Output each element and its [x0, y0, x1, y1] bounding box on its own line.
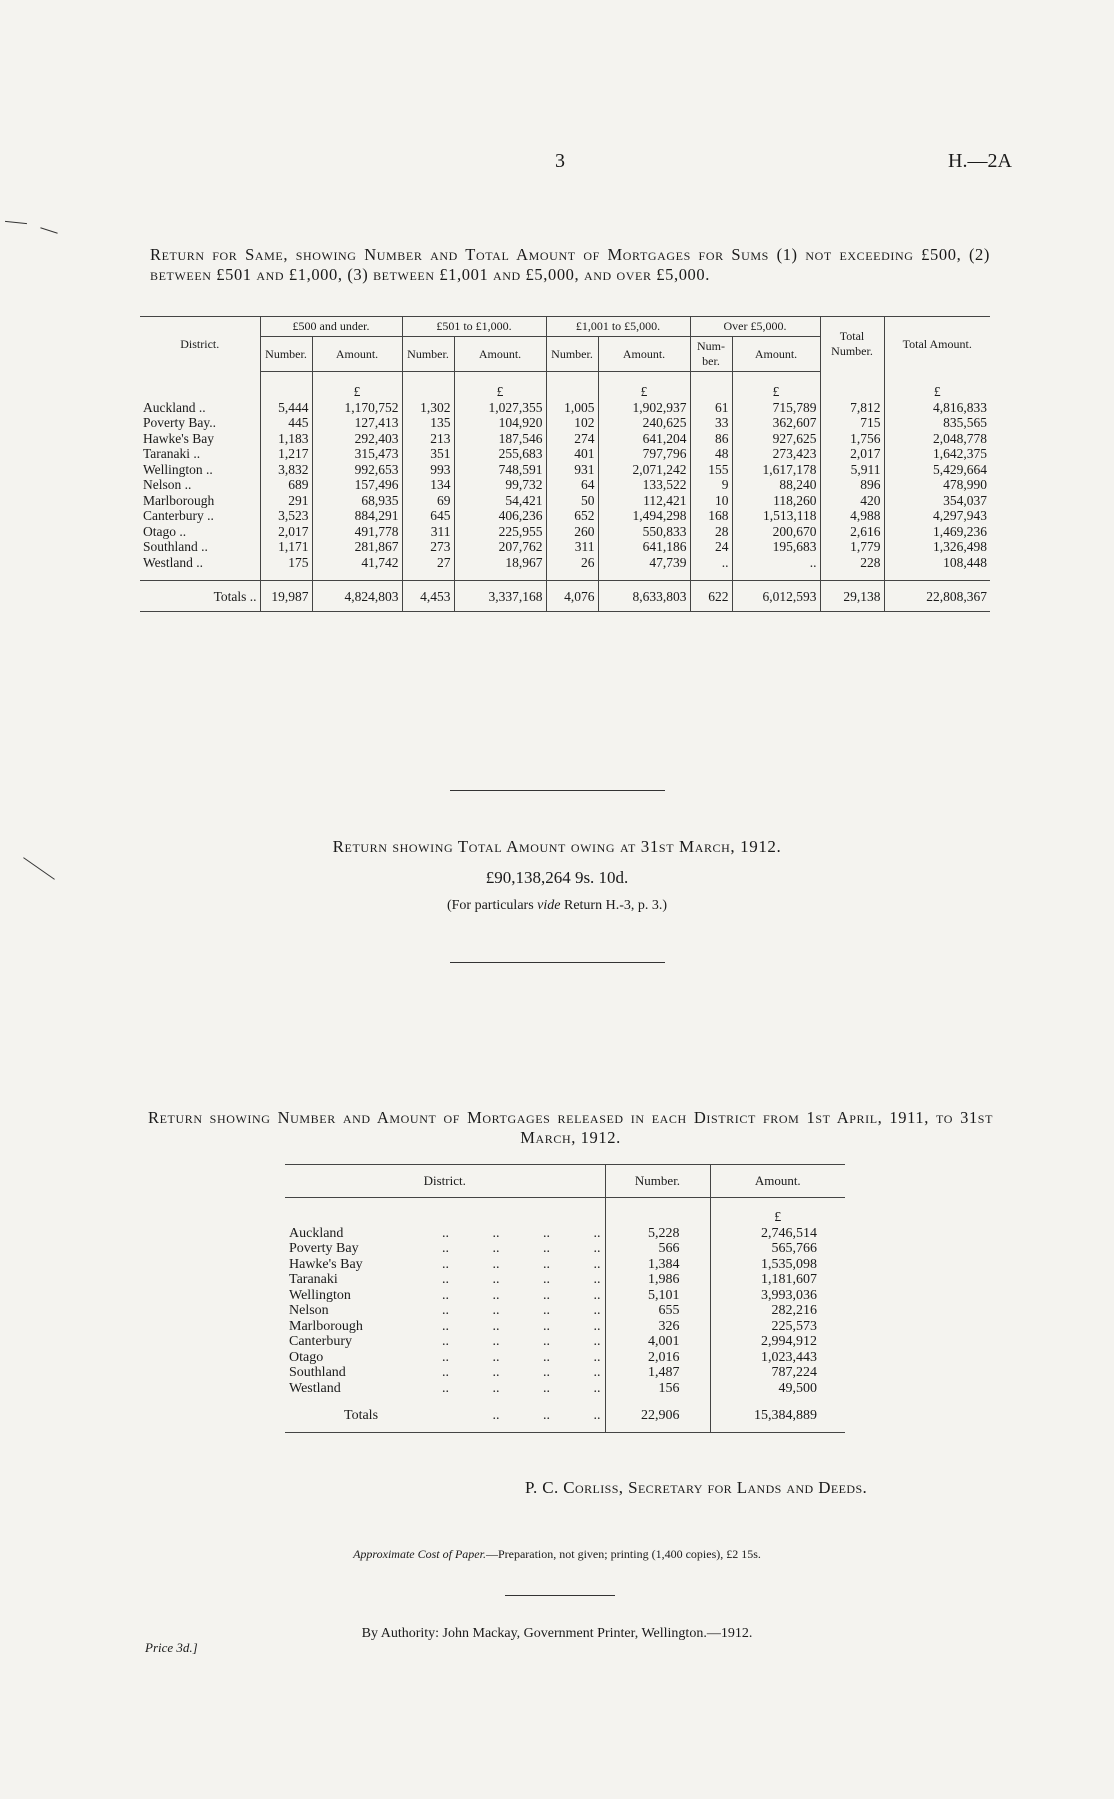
value-cell: 622	[690, 581, 732, 612]
value-cell: 27	[402, 555, 454, 571]
amount-cell: 787,224	[710, 1365, 845, 1381]
total-owing-amount: £90,138,264 9s. 10d.	[485, 868, 629, 887]
value-cell: 24	[690, 539, 732, 555]
value-cell: 228	[820, 555, 884, 571]
value-cell: 112,421	[598, 493, 690, 509]
dot-leader: .. .. .. ..	[442, 1256, 601, 1272]
total-amount-header: Total Amount.	[884, 317, 990, 372]
district-cell	[285, 1350, 605, 1366]
district-cell: Auckland ..	[143, 399, 206, 415]
district-cell: Southland ..	[143, 539, 208, 554]
amount-cell: 2,746,514	[710, 1226, 845, 1242]
value-cell: 207,762	[454, 539, 546, 555]
cost-note-text: —Preparation, not given; printing (1,400 copies), £2 15s.	[485, 1547, 761, 1561]
value-cell: 260	[546, 524, 598, 540]
value-cell: 26	[546, 555, 598, 571]
value-cell: 2,017	[260, 524, 312, 540]
district-cell	[285, 1226, 605, 1242]
value-cell: 2,071,242	[598, 462, 690, 478]
value-cell: 99,732	[454, 477, 546, 493]
value-cell: 420	[820, 493, 884, 509]
value-cell: 896	[820, 477, 884, 493]
district-header: District.	[140, 317, 260, 372]
district-header: District.	[285, 1165, 605, 1198]
value-cell: 5,911	[820, 462, 884, 478]
amount-cell: 1,535,098	[710, 1257, 845, 1273]
value-cell: 3,337,168	[454, 581, 546, 612]
value-cell: 6,012,593	[732, 581, 820, 612]
pound-sign: £	[732, 372, 820, 400]
value-cell: 1,617,178	[732, 462, 820, 478]
value-cell: 351	[402, 446, 454, 462]
value-cell: ..	[690, 555, 732, 571]
district-name: Westland	[289, 1380, 341, 1396]
district-name: Marlborough	[289, 1318, 363, 1334]
value-cell: 1,005	[546, 400, 598, 416]
number-cell: 2,016	[605, 1350, 710, 1366]
scan-mark	[5, 221, 27, 224]
value-cell: 168	[690, 508, 732, 524]
released-return-caption: Return showing Number and Amount of Mortgages released in each District from 1st April, 1911, to 31st March, 1912.	[148, 1108, 993, 1147]
district-name: Nelson	[289, 1303, 329, 1318]
mortgage-sums-table	[140, 316, 990, 612]
value-cell: 1,171	[260, 539, 312, 555]
value-cell: 4,453	[402, 581, 454, 612]
value-cell: ..	[732, 555, 820, 571]
value-cell: 18,967	[454, 555, 546, 571]
value-cell: 54,421	[454, 493, 546, 509]
amount-cell: 2,994,912	[710, 1334, 845, 1350]
pound-sign: £	[710, 1198, 845, 1226]
band-over-5000-header: Over £5,000.	[690, 317, 820, 337]
district-cell	[285, 1319, 605, 1335]
value-cell: 28	[690, 524, 732, 540]
number-cell: 1,384	[605, 1257, 710, 1273]
note-prefix: (For particulars	[446, 898, 538, 913]
value-cell: 1,183	[260, 431, 312, 447]
value-cell: 641,186	[598, 539, 690, 555]
particulars-note	[0, 898, 1114, 914]
district-cell	[285, 1303, 605, 1319]
value-cell: 187,546	[454, 431, 546, 447]
district-cell: Westland ..	[143, 554, 204, 570]
value-cell: 86	[690, 431, 732, 447]
value-cell: 4,824,803	[312, 581, 402, 612]
amount-cell: 225,573	[710, 1319, 845, 1335]
value-cell: 4,076	[546, 581, 598, 612]
district-cell: Otago ..	[143, 523, 187, 539]
district-name: Otago	[289, 1349, 324, 1365]
number-header: Num-ber.	[690, 337, 732, 372]
value-cell: 641,204	[598, 431, 690, 447]
section-divider	[450, 962, 665, 963]
dot-leader: .. .. .. ..	[442, 1349, 601, 1365]
value-cell: 50	[546, 493, 598, 509]
value-cell: 1,642,375	[884, 446, 990, 462]
value-cell: 273,423	[732, 446, 820, 462]
dot-leader: .. .. .. ..	[442, 1303, 601, 1318]
district-cell	[285, 1365, 605, 1381]
value-cell: 362,607	[732, 415, 820, 431]
value-cell: 797,796	[598, 446, 690, 462]
table-row	[285, 1241, 845, 1257]
value-cell: 4,297,943	[884, 508, 990, 524]
band-500-header: £500 and under.	[260, 317, 402, 337]
value-cell: 1,326,498	[884, 539, 990, 555]
dot-leader: .. .. .. ..	[442, 1365, 601, 1380]
table-row	[285, 1381, 845, 1397]
total-owing-caption: Return showing Total Amount owing at 31st March, 1912.	[332, 837, 782, 856]
amount-header: Amount.	[312, 337, 402, 372]
value-cell: 4,816,833	[884, 400, 990, 416]
district-cell: Nelson ..	[143, 477, 192, 492]
value-cell: 155	[690, 462, 732, 478]
district-cell	[285, 1241, 605, 1257]
price-note: Price 3d.]	[145, 1640, 198, 1655]
number-cell: 1,986	[605, 1272, 710, 1288]
signature	[525, 1478, 867, 1498]
value-cell: 88,240	[732, 477, 820, 493]
value-cell: 993	[402, 462, 454, 478]
value-cell: 7,812	[820, 400, 884, 416]
amount-cell: 3,993,036	[710, 1288, 845, 1304]
table-row	[140, 446, 990, 462]
amount-cell: 15,384,889	[710, 1400, 845, 1433]
dot-leader: .. .. ..	[492, 1408, 601, 1423]
dot-leader: .. .. .. ..	[442, 1272, 601, 1287]
value-cell: 931	[546, 462, 598, 478]
value-cell: 273	[402, 539, 454, 555]
totals-label: Totals ..	[140, 581, 260, 612]
value-cell: 41,742	[312, 555, 402, 571]
value-cell: 2,017	[820, 446, 884, 462]
value-cell: 29,138	[820, 581, 884, 612]
value-cell: 69	[402, 493, 454, 509]
section-divider	[505, 1595, 615, 1596]
value-cell: 5,429,664	[884, 462, 990, 478]
table-row	[285, 1350, 845, 1366]
value-cell: 61	[690, 400, 732, 416]
value-cell: 992,653	[312, 462, 402, 478]
district-name: Southland	[289, 1365, 346, 1380]
totals-label: Totals	[344, 1408, 379, 1423]
number-cell: 655	[605, 1303, 710, 1319]
dot-leader: .. .. .. ..	[442, 1380, 601, 1396]
value-cell: 1,170,752	[312, 400, 402, 416]
amount-cell: 49,500	[710, 1381, 845, 1397]
totals-row	[140, 581, 990, 612]
spacer-row	[140, 570, 990, 581]
number-cell: 566	[605, 1241, 710, 1257]
band-5000-header: £1,001 to £5,000.	[546, 317, 690, 337]
value-cell: 33	[690, 415, 732, 431]
dot-leader: .. .. .. ..	[442, 1334, 601, 1349]
table-row	[285, 1226, 845, 1242]
amount-header: Amount.	[598, 337, 690, 372]
table-row	[285, 1319, 845, 1335]
value-cell: 715,789	[732, 400, 820, 416]
value-cell: 715	[820, 415, 884, 431]
number-cell: 326	[605, 1319, 710, 1335]
printer-authority: By Authority: John Mackay, Government Printer, Wellington.—1912.	[361, 1626, 753, 1641]
pound-sign: £	[598, 372, 690, 400]
totals-row	[285, 1400, 845, 1433]
number-cell: 5,101	[605, 1288, 710, 1304]
pound-sign: £	[454, 372, 546, 400]
value-cell: 401	[546, 446, 598, 462]
number-cell: 5,228	[605, 1226, 710, 1242]
value-cell: 1,779	[820, 539, 884, 555]
district-cell	[285, 1288, 605, 1304]
value-cell: 2,048,778	[884, 431, 990, 447]
district-cell: Marlborough	[143, 492, 215, 508]
signature-text: P. C. Corliss, Secretary for Lands and Deeds.	[525, 1478, 868, 1497]
value-cell: 102	[546, 415, 598, 431]
district-cell	[285, 1272, 605, 1288]
value-cell: 19,987	[260, 581, 312, 612]
table-row	[285, 1288, 845, 1304]
number-cell: 4,001	[605, 1334, 710, 1350]
district-name: Canterbury	[289, 1334, 352, 1349]
value-cell: 884,291	[312, 508, 402, 524]
value-cell: 4,988	[820, 508, 884, 524]
district-name: Hawke's Bay	[289, 1256, 363, 1272]
value-cell: 3,832	[260, 462, 312, 478]
totals-label-cell	[285, 1400, 605, 1433]
value-cell: 1,302	[402, 400, 454, 416]
amount-cell: 1,181,607	[710, 1272, 845, 1288]
value-cell: 1,494,298	[598, 508, 690, 524]
value-cell: 927,625	[732, 431, 820, 447]
value-cell: 240,625	[598, 415, 690, 431]
value-cell: 255,683	[454, 446, 546, 462]
value-cell: 1,902,937	[598, 400, 690, 416]
table-row	[285, 1334, 845, 1350]
value-cell: 64	[546, 477, 598, 493]
value-cell: 213	[402, 431, 454, 447]
value-cell: 195,683	[732, 539, 820, 555]
district-cell	[285, 1257, 605, 1273]
released-mortgages-table	[285, 1164, 845, 1433]
district-cell: Wellington ..	[143, 461, 213, 477]
district-cell	[285, 1381, 605, 1397]
number-cell: 1,487	[605, 1365, 710, 1381]
district-cell: Canterbury ..	[143, 508, 214, 523]
table-row	[140, 508, 990, 524]
table-row	[140, 415, 990, 431]
pound-sign: £	[312, 372, 402, 400]
value-cell: 134	[402, 477, 454, 493]
value-cell: 748,591	[454, 462, 546, 478]
value-cell: 135	[402, 415, 454, 431]
section-divider	[450, 790, 665, 791]
district-name: Auckland	[289, 1225, 344, 1241]
value-cell: 157,496	[312, 477, 402, 493]
cost-note-label: Approximate Cost of Paper.	[353, 1547, 486, 1561]
value-cell: 315,473	[312, 446, 402, 462]
value-cell: 10	[690, 493, 732, 509]
district-name: Poverty Bay	[289, 1241, 359, 1256]
note-vide: vide	[537, 898, 561, 913]
amount-header: Amount.	[710, 1165, 845, 1198]
table-row	[140, 477, 990, 493]
table-row	[285, 1303, 845, 1319]
value-cell: 281,867	[312, 539, 402, 555]
value-cell: 645	[402, 508, 454, 524]
value-cell: 311	[402, 524, 454, 540]
number-header: Number.	[546, 337, 598, 372]
number-header: Number.	[402, 337, 454, 372]
dot-leader: .. .. .. ..	[442, 1241, 601, 1256]
district-name: Wellington	[289, 1287, 351, 1303]
table-row	[140, 400, 990, 416]
value-cell: 292,403	[312, 431, 402, 447]
district-cell	[285, 1334, 605, 1350]
table-row	[140, 524, 990, 540]
total-number-header: Total Number.	[820, 317, 884, 372]
table-row	[140, 539, 990, 555]
value-cell: 8,633,803	[598, 581, 690, 612]
dot-leader: .. .. .. ..	[442, 1318, 601, 1334]
table-row	[140, 493, 990, 509]
amount-header: Amount.	[454, 337, 546, 372]
district-cell: Hawke's Bay	[143, 430, 215, 446]
value-cell: 48	[690, 446, 732, 462]
value-cell: 133,522	[598, 477, 690, 493]
value-cell: 3,523	[260, 508, 312, 524]
value-cell: 22,808,367	[884, 581, 990, 612]
table-row	[285, 1365, 845, 1381]
value-cell: 291	[260, 493, 312, 509]
document-reference: H.—2A	[948, 150, 1012, 172]
value-cell: 127,413	[312, 415, 402, 431]
value-cell: 1,027,355	[454, 400, 546, 416]
value-cell: 9	[690, 477, 732, 493]
value-cell: 274	[546, 431, 598, 447]
table-row	[285, 1272, 845, 1288]
amount-cell: 282,216	[710, 1303, 845, 1319]
value-cell: 104,920	[454, 415, 546, 431]
value-cell: 835,565	[884, 415, 990, 431]
value-cell: 1,513,118	[732, 508, 820, 524]
value-cell: 175	[260, 555, 312, 571]
value-cell: 652	[546, 508, 598, 524]
amount-cell: 565,766	[710, 1241, 845, 1257]
value-cell: 108,448	[884, 555, 990, 571]
number-cell: 22,906	[605, 1400, 710, 1433]
mortgage-return-caption: Return for Same, showing Number and Total Amount of Mortgages for Sums (1) not exceeding £500, (2) between £501 and £1,000, (3) between £1,001 and £5,000, and over £5,000.	[150, 245, 990, 284]
district-cell: Taranaki ..	[143, 446, 201, 461]
number-header: Number.	[605, 1165, 710, 1198]
table-row	[285, 1257, 845, 1273]
value-cell: 5,444	[260, 400, 312, 416]
amount-header: Amount.	[732, 337, 820, 372]
pound-sign: £	[884, 372, 990, 400]
value-cell: 200,670	[732, 524, 820, 540]
value-cell: 406,236	[454, 508, 546, 524]
number-cell: 156	[605, 1381, 710, 1397]
value-cell: 1,756	[820, 431, 884, 447]
band-1000-header: £501 to £1,000.	[402, 317, 546, 337]
value-cell: 689	[260, 477, 312, 493]
dot-leader: .. .. .. ..	[442, 1287, 601, 1303]
district-name: Taranaki	[289, 1272, 338, 1287]
cost-note	[0, 1547, 1114, 1562]
page-number: 3	[555, 150, 565, 172]
value-cell: 225,955	[454, 524, 546, 540]
value-cell: 47,739	[598, 555, 690, 571]
table-row	[140, 462, 990, 478]
table-row	[140, 431, 990, 447]
value-cell: 68,935	[312, 493, 402, 509]
value-cell: 1,469,236	[884, 524, 990, 540]
amount-cell: 1,023,443	[710, 1350, 845, 1366]
value-cell: 445	[260, 415, 312, 431]
scan-mark	[40, 227, 57, 234]
value-cell: 1,217	[260, 446, 312, 462]
dot-leader: .. .. .. ..	[442, 1225, 601, 1241]
value-cell: 2,616	[820, 524, 884, 540]
value-cell: 354,037	[884, 493, 990, 509]
value-cell: 311	[546, 539, 598, 555]
value-cell: 118,260	[732, 493, 820, 509]
value-cell: 550,833	[598, 524, 690, 540]
district-cell: Poverty Bay..	[143, 415, 216, 430]
value-cell: 478,990	[884, 477, 990, 493]
note-suffix: Return H.-3, p. 3.)	[560, 898, 668, 913]
number-header: Number.	[260, 337, 312, 372]
table-row	[140, 555, 990, 571]
value-cell: 491,778	[312, 524, 402, 540]
